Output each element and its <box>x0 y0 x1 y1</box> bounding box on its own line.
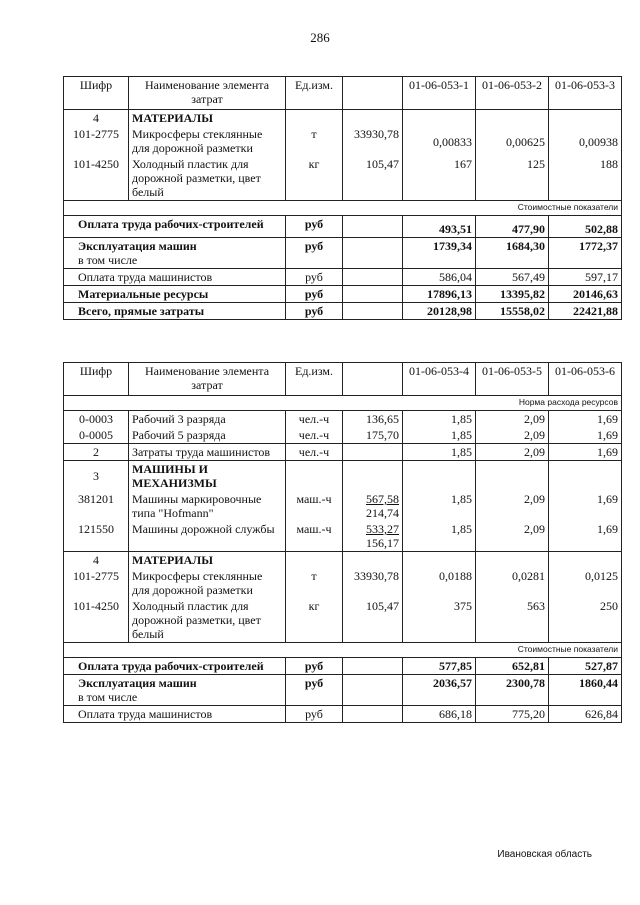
row-name: Холодный пластик для дорожной разметки, цвет белый <box>129 156 286 201</box>
row-value-3: 1,69 <box>549 491 622 521</box>
row-code: 101-2775 <box>64 126 129 156</box>
row-price: 175,70 <box>343 427 403 444</box>
cost-value-3: 1772,37 <box>549 238 622 269</box>
cost-subheader: Стоимостные показатели <box>64 201 622 216</box>
cost-value-1: 577,85 <box>403 658 476 675</box>
header-code: Шифр <box>64 363 129 396</box>
section-title: МАШИНЫ И МЕХАНИЗМЫ <box>129 461 286 492</box>
cost-value-2: 567,49 <box>476 269 549 286</box>
row-price: 105,47 <box>343 598 403 643</box>
table-row <box>64 427 622 444</box>
header-col-3: 01-06-053-3 <box>549 77 622 110</box>
row-name: Микросферы стеклянные для дорожной разметки <box>129 126 286 156</box>
cost-value-2: 477,90 <box>476 216 549 238</box>
table-header-row <box>64 77 622 110</box>
row-name: Затраты труда машинистов <box>129 444 286 461</box>
section-row-machines <box>64 461 622 492</box>
row-value-2: 2,09 <box>476 411 549 428</box>
header-unit: Ед.изм. <box>286 77 343 110</box>
row-name: Рабочий 5 разряда <box>129 427 286 444</box>
cost-unit: руб <box>286 706 343 723</box>
row-name: Машины дорожной службы <box>129 521 286 552</box>
cost-value-1: 586,04 <box>403 269 476 286</box>
cost-row <box>64 286 622 303</box>
header-name: Наименование элемента затрат <box>129 77 286 110</box>
cost-value-2: 652,81 <box>476 658 549 675</box>
resource-table-1 <box>63 76 622 320</box>
cost-name: Оплата труда машинистов <box>64 269 286 286</box>
cost-name: Материальные ресурсы <box>64 286 286 303</box>
section-code: 4 <box>64 110 129 127</box>
row-value-3: 1,69 <box>549 521 622 552</box>
row-value-1: 0,0188 <box>403 568 476 598</box>
cost-row <box>64 675 622 706</box>
row-code: 381201 <box>64 491 129 521</box>
subheader-row <box>64 643 622 658</box>
cost-value-1: 17896,13 <box>403 286 476 303</box>
row-name: Машины маркировочные типа "Hofmann" <box>129 491 286 521</box>
row-value-3: 188 <box>549 156 622 201</box>
row-price: 533,27 156,17 <box>343 521 403 552</box>
cost-unit: руб <box>286 675 343 706</box>
header-unit: Ед.изм. <box>286 363 343 396</box>
row-unit: т <box>286 126 343 156</box>
cost-value-3: 20146,63 <box>549 286 622 303</box>
table-row <box>64 411 622 428</box>
row-value-1: 1,85 <box>403 411 476 428</box>
row-unit: чел.-ч <box>286 444 343 461</box>
row-value-2: 125 <box>476 156 549 201</box>
cost-row <box>64 216 622 238</box>
row-price: 105,47 <box>343 156 403 201</box>
cost-value-2: 15558,02 <box>476 303 549 320</box>
row-value-2: 2,09 <box>476 444 549 461</box>
row-code: 121550 <box>64 521 129 552</box>
row-value-3: 0,0125 <box>549 568 622 598</box>
cost-unit: руб <box>286 269 343 286</box>
cost-row <box>64 658 622 675</box>
cost-value-3: 22421,88 <box>549 303 622 320</box>
table-row <box>64 521 622 552</box>
section-row-materials <box>64 110 622 127</box>
cost-value-3: 597,17 <box>549 269 622 286</box>
norm-subheader: Норма расхода ресурсов <box>64 396 622 411</box>
cost-row <box>64 269 622 286</box>
row-value-1: 375 <box>403 598 476 643</box>
table-row <box>64 598 622 643</box>
row-unit: маш.-ч <box>286 491 343 521</box>
cost-value-3: 626,84 <box>549 706 622 723</box>
cost-row <box>64 238 622 269</box>
row-value-3: 0,00938 <box>549 126 622 156</box>
subheader-row <box>64 396 622 411</box>
row-value-3: 250 <box>549 598 622 643</box>
row-code: 101-4250 <box>64 156 129 201</box>
row-code: 0-0005 <box>64 427 129 444</box>
row-code: 101-2775 <box>64 568 129 598</box>
header-price <box>343 363 403 396</box>
section-row-materials <box>64 552 622 569</box>
cost-value-2: 13395,82 <box>476 286 549 303</box>
row-code: 2 <box>64 444 129 461</box>
table-row <box>64 491 622 521</box>
cost-value-3: 527,87 <box>549 658 622 675</box>
cost-name: Эксплуатация машин в том числе <box>64 675 286 706</box>
cost-row <box>64 706 622 723</box>
header-col-5: 01-06-053-5 <box>476 363 549 396</box>
cost-name: Эксплуатация машин в том числе <box>64 238 286 269</box>
subheader-row <box>64 201 622 216</box>
cost-unit: руб <box>286 286 343 303</box>
header-col-2: 01-06-053-2 <box>476 77 549 110</box>
row-unit: маш.-ч <box>286 521 343 552</box>
header-price <box>343 77 403 110</box>
cost-unit: руб <box>286 238 343 269</box>
row-value-1: 0,00833 <box>403 126 476 156</box>
cost-name: Всего, прямые затраты <box>64 303 286 320</box>
cost-value-2: 1684,30 <box>476 238 549 269</box>
header-code: Шифр <box>64 77 129 110</box>
cost-subheader: Стоимостные показатели <box>64 643 622 658</box>
header-name: Наименование элемента затрат <box>129 363 286 396</box>
cost-value-1: 493,51 <box>403 216 476 238</box>
row-value-1: 1,85 <box>403 521 476 552</box>
row-value-3: 1,69 <box>549 411 622 428</box>
cost-value-1: 20128,98 <box>403 303 476 320</box>
cost-value-3: 502,88 <box>549 216 622 238</box>
page-number: 286 <box>310 30 330 45</box>
cost-name: Оплата труда рабочих-строителей <box>64 658 286 675</box>
header-col-1: 01-06-053-1 <box>403 77 476 110</box>
row-unit: кг <box>286 156 343 201</box>
cost-name: Оплата труда рабочих-строителей <box>64 216 286 238</box>
row-value-2: 2,09 <box>476 427 549 444</box>
row-value-2: 563 <box>476 598 549 643</box>
row-value-3: 1,69 <box>549 444 622 461</box>
header-col-6: 01-06-053-6 <box>549 363 622 396</box>
row-unit: чел.-ч <box>286 411 343 428</box>
resource-table-2 <box>63 362 622 723</box>
row-value-2: 2,09 <box>476 521 549 552</box>
header-col-4: 01-06-053-4 <box>403 363 476 396</box>
table-row <box>64 156 622 201</box>
cost-value-3: 1860,44 <box>549 675 622 706</box>
row-name: Рабочий 3 разряда <box>129 411 286 428</box>
row-unit: чел.-ч <box>286 427 343 444</box>
row-value-1: 1,85 <box>403 427 476 444</box>
row-price: 567,58 214,74 <box>343 491 403 521</box>
row-value-1: 167 <box>403 156 476 201</box>
cost-value-1: 1739,34 <box>403 238 476 269</box>
table-row <box>64 444 622 461</box>
row-value-1: 1,85 <box>403 444 476 461</box>
cost-name: Оплата труда машинистов <box>64 706 286 723</box>
row-value-3: 1,69 <box>549 427 622 444</box>
table-row <box>64 126 622 156</box>
row-name: Холодный пластик для дорожной разметки, цвет белый <box>129 598 286 643</box>
row-unit: кг <box>286 598 343 643</box>
cost-row <box>64 303 622 320</box>
row-price: 33930,78 <box>343 126 403 156</box>
row-price: 33930,78 <box>343 568 403 598</box>
row-value-2: 2,09 <box>476 491 549 521</box>
cost-value-1: 2036,57 <box>403 675 476 706</box>
section-code: 4 <box>64 552 129 569</box>
cost-value-2: 775,20 <box>476 706 549 723</box>
row-value-2: 0,0281 <box>476 568 549 598</box>
cost-value-1: 686,18 <box>403 706 476 723</box>
row-unit: т <box>286 568 343 598</box>
table-header-row <box>64 363 622 396</box>
row-code: 101-4250 <box>64 598 129 643</box>
row-price: 136,65 <box>343 411 403 428</box>
cost-unit: руб <box>286 216 343 238</box>
table-row <box>64 568 622 598</box>
section-code: 3 <box>64 461 129 492</box>
section-title: МАТЕРИАЛЫ <box>129 552 286 569</box>
cost-value-2: 2300,78 <box>476 675 549 706</box>
region-footer: Ивановская область <box>497 849 592 860</box>
row-value-2: 0,00625 <box>476 126 549 156</box>
cost-unit: руб <box>286 658 343 675</box>
row-name: Микросферы стеклянные для дорожной разметки <box>129 568 286 598</box>
section-title: МАТЕРИАЛЫ <box>129 110 286 127</box>
cost-unit: руб <box>286 303 343 320</box>
row-code: 0-0003 <box>64 411 129 428</box>
row-value-1: 1,85 <box>403 491 476 521</box>
